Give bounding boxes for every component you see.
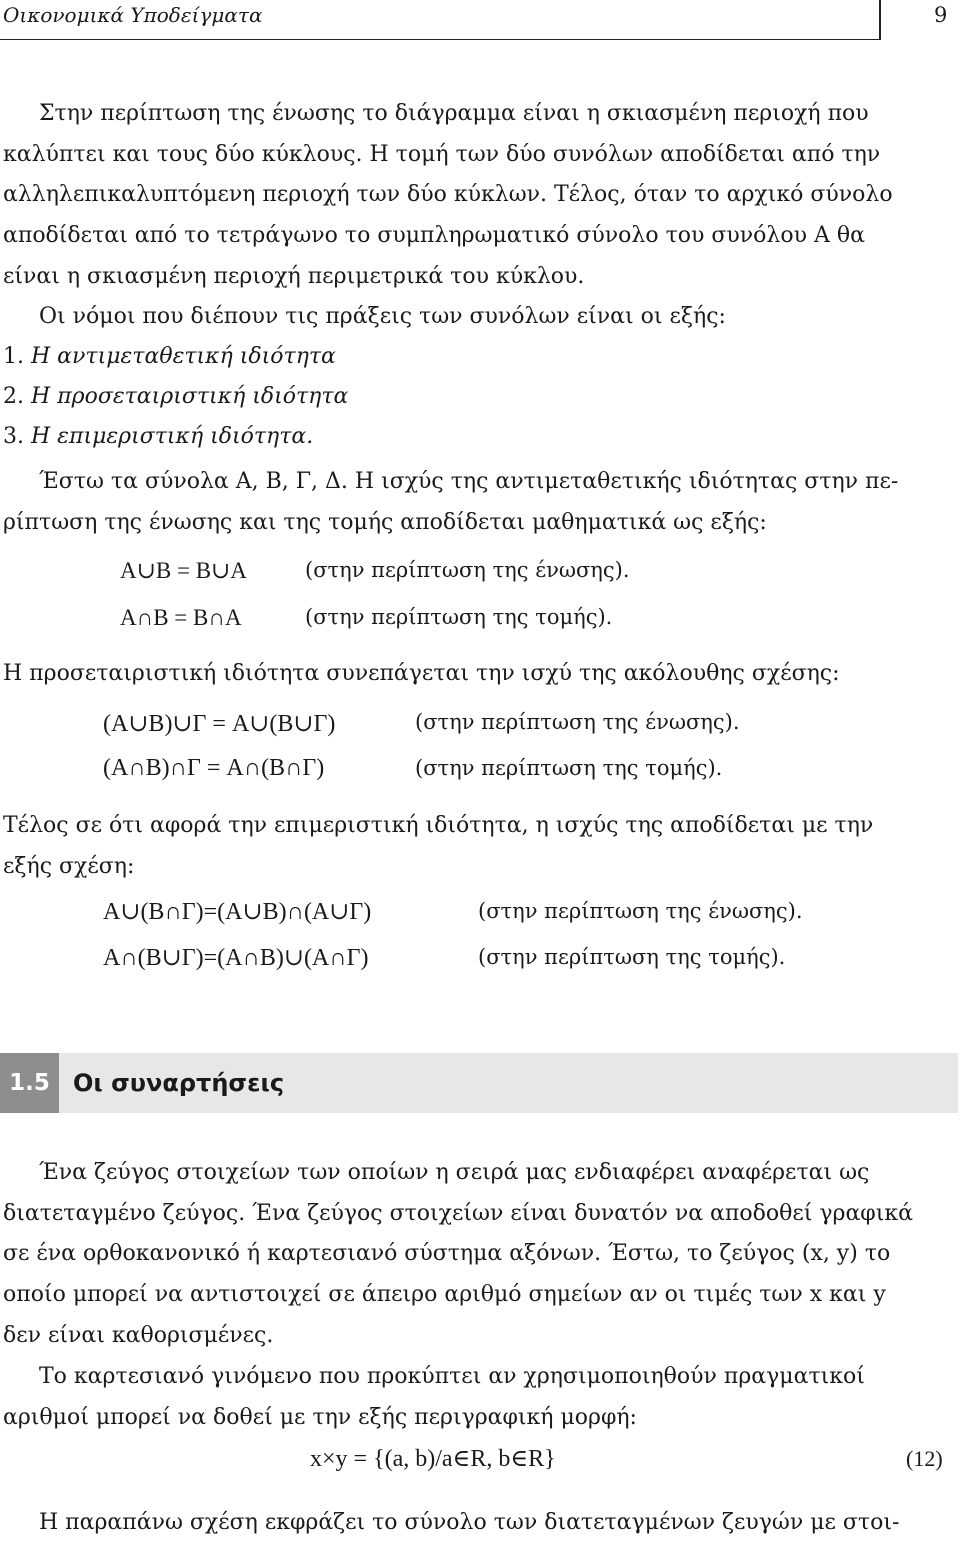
- list-item: 3. Η επιμεριστική ιδιότητα.: [3, 424, 314, 449]
- equation-note: (στην περίπτωση της ένωσης).: [478, 899, 803, 923]
- text-line: αριθμοί μπορεί να δοθεί με την εξής περιγραφική μορφή:: [3, 1404, 637, 1430]
- equation-associative-union: (A∪B)∪Γ = A∪(B∪Γ): [103, 711, 336, 737]
- paragraph-cartesian-product: [3, 1357, 957, 1438]
- associative-intro: Η προσεταιριστική ιδιότητα συνεπάγεται την ισχύ της ακόλουθης σχέσης:: [3, 661, 840, 686]
- text-line: Στην περίπτωση της ένωσης το διάγραμμα είναι η σκιασμένη περιοχή που: [39, 101, 869, 126]
- equation-commutative-intersection: A∩B = B∩A: [120, 605, 242, 630]
- text-line: Το καρτεσιανό γινόμενο που προκύπτει αν χρησιμοποιηθούν πραγματικοί: [39, 1364, 865, 1389]
- text-line: Έστω τα σύνολα Α, Β, Γ, Δ. Η ισχύς της αντιμεταθετικής ιδιότητας στην πε-: [39, 469, 899, 494]
- equation-associative-intersection: (A∩B)∩Γ = A∩(B∩Γ): [103, 755, 325, 781]
- distributive-intro: [3, 806, 957, 887]
- list-item: 2. Η προσεταιριστική ιδιότητα: [3, 384, 349, 409]
- laws-list: [3, 337, 957, 457]
- equation-note: (στην περίπτωση της τομής).: [415, 756, 723, 780]
- paragraph-ordered-pair: [3, 1153, 957, 1357]
- text-line: εξής σχέση:: [3, 853, 135, 879]
- text-line: καλύπτει και τους δύο κύκλους. Η τομή των δύο συνόλων αποδίδεται από την: [3, 141, 881, 167]
- header-divider: [879, 0, 881, 40]
- text-line: σε ένα ορθοκανονικό ή καρτεσιανό σύστημα αξόνων. Έστω, το ζεύγος (x, y) το: [3, 1241, 891, 1267]
- page-number: 9: [934, 3, 948, 27]
- section-title: Οι συναρτήσεις: [73, 1069, 285, 1097]
- equation-distributive-intersection: A∩(B∪Γ)=(A∩B)∪(A∩Γ): [103, 945, 369, 971]
- paragraph-commutative-intro: [3, 462, 957, 543]
- equation-cartesian-product: x×y = {(a, b)/a∈R, b∈R}: [310, 1446, 556, 1472]
- list-item: 1. Η αντιμεταθετική ιδιότητα: [3, 344, 336, 369]
- header-rule: [0, 39, 880, 40]
- text-line: Ένα ζεύγος στοιχείων των οποίων η σειρά μας ενδιαφέρει αναφέρεται ως: [39, 1160, 870, 1185]
- text-line: δεν είναι καθορισμένες.: [3, 1322, 274, 1348]
- text-line: διατεταγμένο ζεύγος. Ένα ζεύγος στοιχείων είναι δυνατόν να αποδοθεί γραφικά: [3, 1200, 913, 1226]
- equation-distributive-union: A∪(B∩Γ)=(A∪B)∩(A∪Γ): [103, 899, 372, 925]
- paragraph-continuation: Η παραπάνω σχέση εκφράζει το σύνολο των διατεταγμένων ζευγών με στοι-: [39, 1510, 900, 1535]
- laws-intro: Οι νόμοι που διέπουν τις πράξεις των συνόλων είναι οι εξής:: [39, 304, 726, 329]
- text-line: αποδίδεται από το τετράγωνο το συμπληρωματικό σύνολο του συνόλου Α θα: [3, 223, 865, 249]
- paragraph-venn-description: [3, 94, 957, 298]
- equation-note: (στην περίπτωση της ένωσης).: [415, 710, 740, 734]
- equation-note: (στην περίπτωση της ένωσης).: [305, 558, 630, 582]
- text-line: ρίπτωση της ένωσης και της τομής αποδίδεται μαθηματικά ως εξής:: [3, 509, 767, 535]
- equation-commutative-union: A∪B = B∪A: [120, 558, 247, 583]
- section-number: 1.5: [0, 1053, 59, 1113]
- text-line: είναι η σκιασμένη περιοχή περιμετρικά του κύκλου.: [3, 263, 585, 289]
- running-header-title: Οικονομικά Υποδείγματα: [3, 3, 263, 27]
- equation-number: (12): [906, 1446, 943, 1471]
- equation-note: (στην περίπτωση της τομής).: [305, 605, 613, 629]
- text-line: αλληλεπικαλυπτόμενη περιοχή των δύο κύκλων. Τέλος, όταν το αρχικό σύνολο: [3, 182, 893, 208]
- equation-note: (στην περίπτωση της τομής).: [478, 945, 786, 969]
- text-line: οποίο μπορεί να αντιστοιχεί σε άπειρο αριθμό σημείων αν οι τιμές των x και y: [3, 1282, 886, 1308]
- text-line: Τέλος σε ότι αφορά την επιμεριστική ιδιότητα, η ισχύς της αποδίδεται με την: [3, 813, 874, 838]
